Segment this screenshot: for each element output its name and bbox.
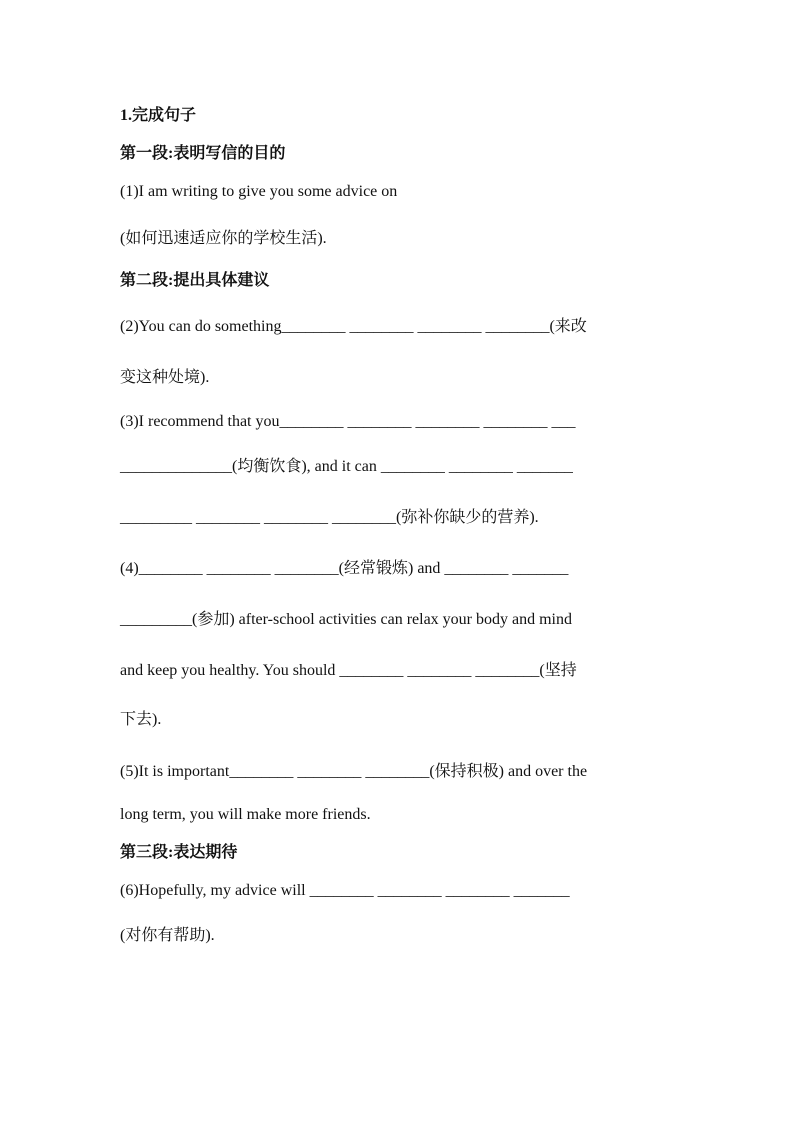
sentence-3-line-2: ______________(均衡饮食), and it can ________ ________ _______ [120, 458, 573, 475]
section-heading-1: 第一段:表明写信的目的 [120, 145, 286, 162]
section-heading-3: 第三段:表达期待 [120, 844, 238, 861]
section-heading-2: 第二段:提出具体建议 [120, 272, 270, 289]
sentence-4-line-1: (4)________ ________ ________(经常锻炼) and ________ _______ [120, 560, 569, 577]
sentence-1-hint: (如何迅速适应你的学校生活). [120, 230, 327, 247]
sentence-1-text: (1)I am writing to give you some advice on [120, 183, 398, 200]
sentence-6-line-1: (6)Hopefully, my advice will ________ ________ ________ _______ [120, 882, 570, 899]
sentence-6-line-2: (对你有帮助). [120, 927, 215, 944]
sentence-3-line-1: (3)I recommend that you________ ________ ________ ________ ___ [120, 413, 576, 430]
sentence-2-line-1: (2)You can do something________ ________ ________ ________(来改 [120, 318, 587, 335]
sentence-4-line-4: 下去). [120, 711, 162, 728]
sentence-4-line-2: _________(参加) after-school activities can relax your body and mind [120, 611, 573, 628]
sentence-4-line-3: and keep you healthy. You should ________ ________ ________(坚持 [120, 662, 577, 679]
sentence-3-line-3: _________ ________ ________ ________(弥补你缺少的营养). [120, 509, 539, 526]
sentence-2-line-2: 变这种处境). [120, 369, 210, 386]
sentence-5-line-1: (5)It is important________ ________ ________(保持积极) and over the [120, 763, 588, 780]
exercise-title: 1.完成句子 [120, 107, 197, 124]
sentence-5-line-2: long term, you will make more friends. [120, 806, 371, 823]
